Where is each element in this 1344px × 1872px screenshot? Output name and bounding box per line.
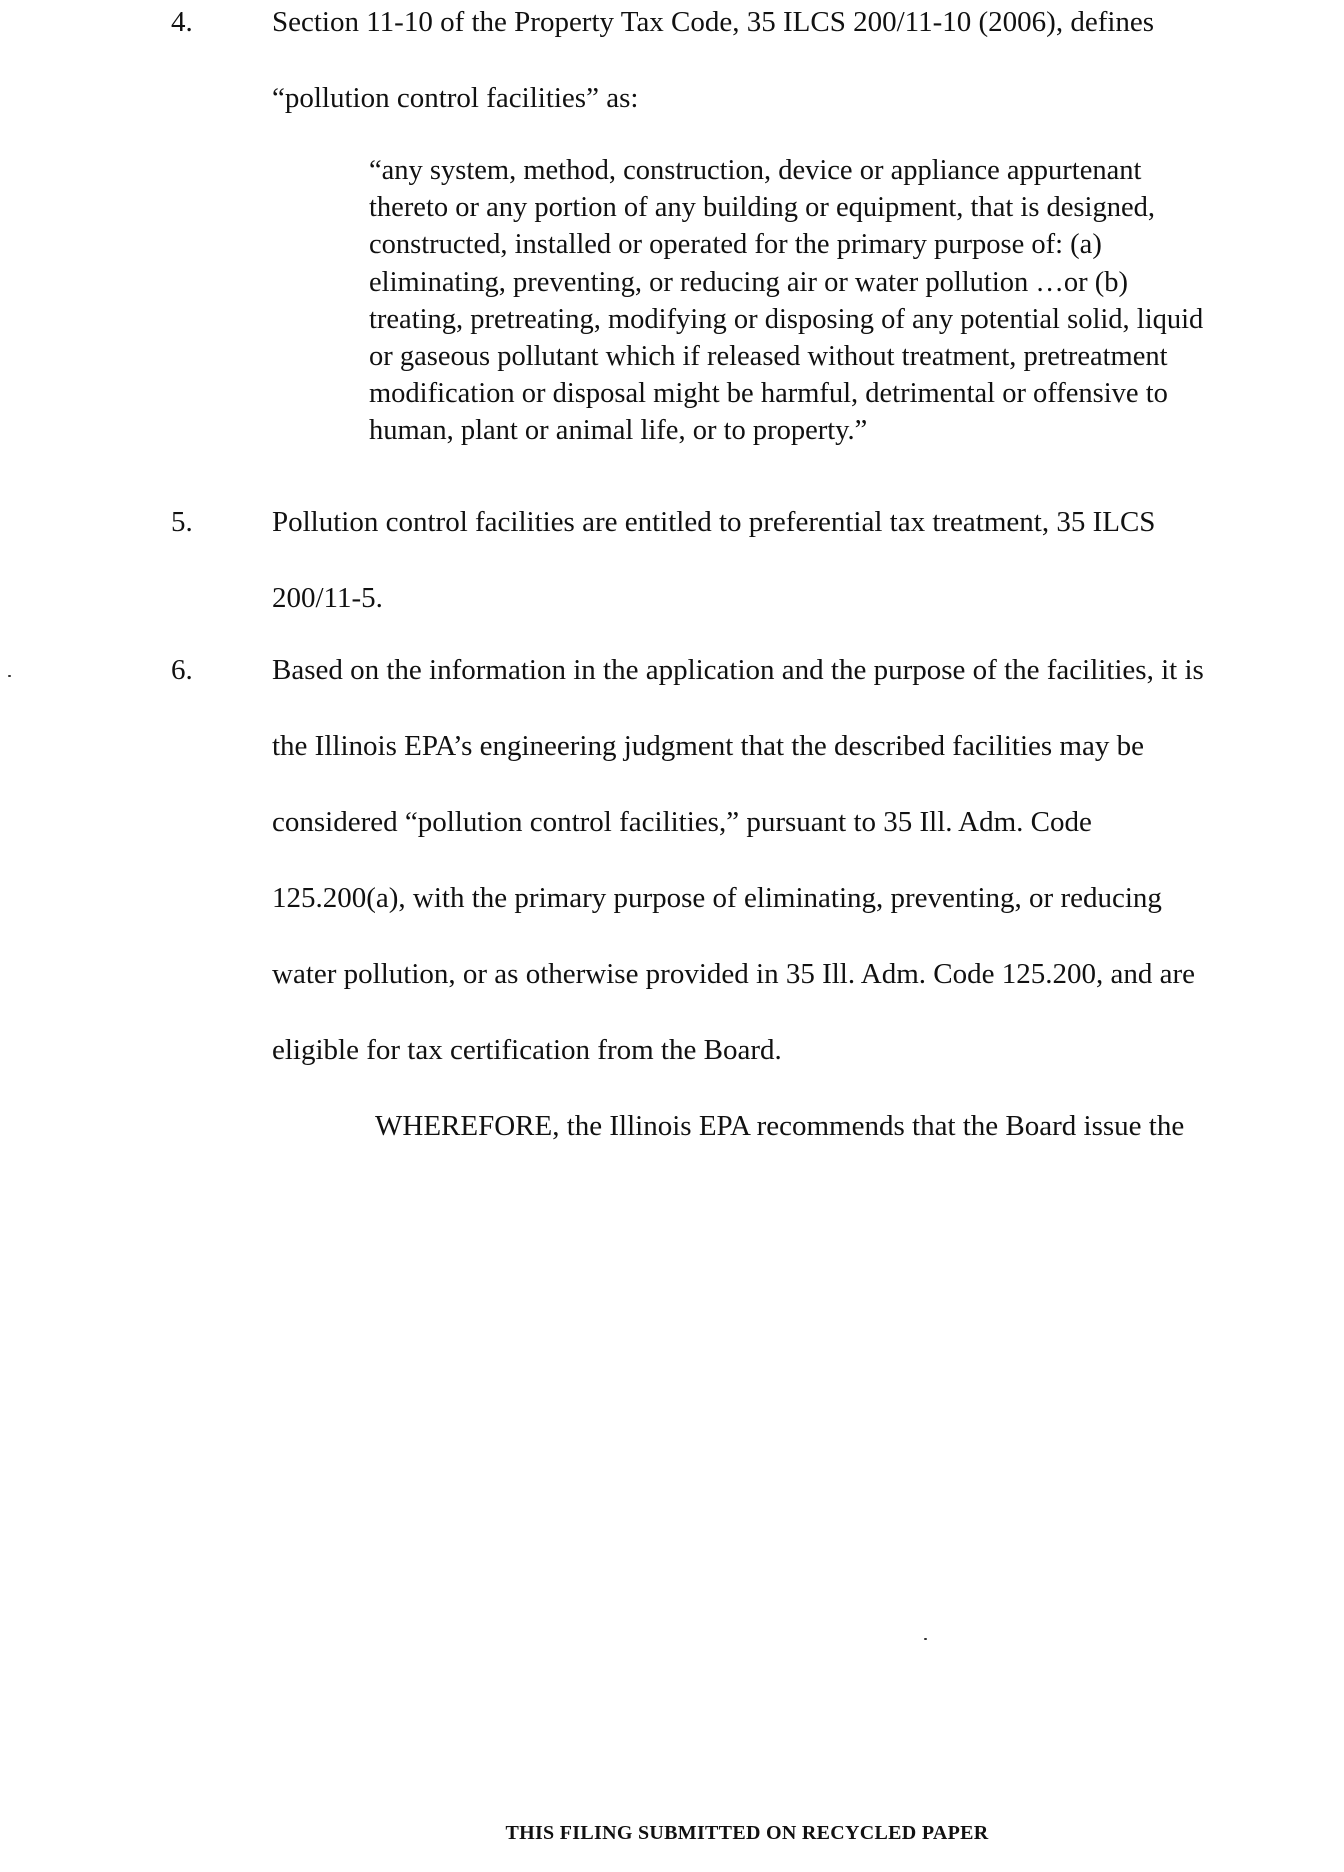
paragraph-line: eligible for tax certification from the Board. bbox=[272, 1034, 782, 1066]
paragraph-line: water pollution, or as otherwise provided in 35 Ill. Adm. Code 125.200, and are bbox=[272, 958, 1195, 990]
paragraph-line: Section 11-10 of the Property Tax Code, 35 ILCS 200/11-10 (2006), defines bbox=[272, 6, 1155, 38]
quote-line: constructed, installed or operated for the primary purpose of: (a) bbox=[369, 229, 1102, 261]
scan-speck bbox=[924, 1638, 927, 1640]
footer-recycled-paper: THIS FILING SUBMITTED ON RECYCLED PAPER bbox=[505, 1822, 989, 1844]
quote-line: eliminating, preventing, or reducing air or water pollution …or (b) bbox=[369, 266, 1128, 298]
paragraph-line: 200/11-5. bbox=[272, 582, 383, 614]
quote-line: thereto or any portion of any building or equipment, that is designed, bbox=[369, 192, 1155, 224]
scan-speck bbox=[8, 675, 11, 677]
paragraph-line: the Illinois EPA’s engineering judgment that the described facilities may be bbox=[272, 730, 1144, 762]
paragraph-line: Based on the information in the application and the purpose of the facilities, it is bbox=[272, 654, 1204, 686]
quote-line: human, plant or animal life, or to property.” bbox=[369, 415, 868, 447]
paragraph-text bbox=[272, 632, 1292, 1088]
paragraph-text bbox=[272, 0, 1292, 136]
paragraph-number: 6. bbox=[171, 654, 193, 686]
block-quote bbox=[369, 152, 1329, 450]
paragraph-line: “pollution control facilities” as: bbox=[272, 82, 639, 114]
paragraph-line: considered “pollution control facilities,” pursuant to 35 Ill. Adm. Code bbox=[272, 806, 1092, 838]
wherefore-clause: WHEREFORE, the Illinois EPA recommends that the Board issue the bbox=[375, 1110, 1185, 1142]
quote-line: treating, pretreating, modifying or disposing of any potential solid, liquid bbox=[369, 303, 1204, 335]
quote-line: “any system, method, construction, device or appliance appurtenant bbox=[369, 155, 1142, 186]
quote-line: modification or disposal might be harmful, detrimental or offensive to bbox=[369, 378, 1168, 410]
paragraph-number: 4. bbox=[171, 6, 193, 38]
quote-line: or gaseous pollutant which if released without treatment, pretreatment bbox=[369, 341, 1168, 373]
paragraph-line: Pollution control facilities are entitled to preferential tax treatment, 35 ILCS bbox=[272, 506, 1156, 538]
paragraph-text bbox=[272, 484, 1292, 636]
paragraph-number: 5. bbox=[171, 506, 193, 538]
paragraph-line: 125.200(a), with the primary purpose of eliminating, preventing, or reducing bbox=[272, 882, 1162, 914]
